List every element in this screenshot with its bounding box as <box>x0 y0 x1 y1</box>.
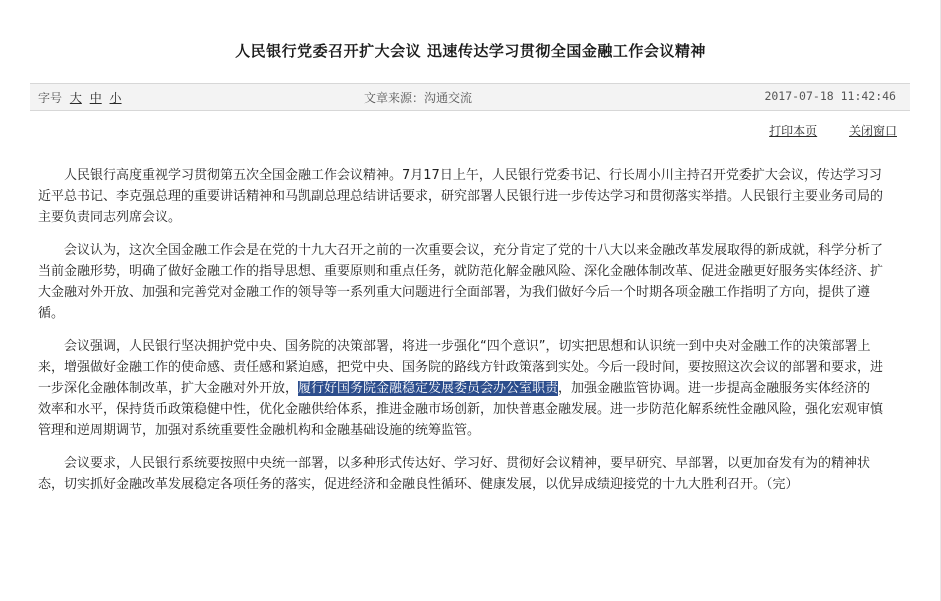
article-timestamp: 2017-07-18 11:42:46 <box>764 89 896 103</box>
article-body <box>38 165 883 507</box>
paragraph-3-before: 会议强调，人民银行坚决拥护党中央、国务院的决策部署，将进一步强化“四个意识”，切实把思想和认识统一到中央对金融工作的决策部署上来，增强做好金融工作的使命感、责任感和紧迫感，把党中央、国务院的路线方针政策落到实处。今后一段时间，要按照这次会议的部署和要求，进一步深化金融体制改革，扩大金融对外开放， <box>38 339 884 396</box>
font-size-controls <box>38 89 122 106</box>
paragraph-1: 人民银行高度重视学习贯彻第五次全国金融工作会议精神。7月17日上午，人民银行党委书记、行长周小川主持召开党委扩大会议，传达学习习近平总书记、李克强总理的重要讲话精神和马凯副总理总结讲话要求，研究部署人民银行进一步传达学习和贯彻落实举措。人民银行主要业务司局的主要负责同志列席会议。 <box>38 168 884 225</box>
article-title: 人民银行党委召开扩大会议 迅速传达学习贯彻全国金融工作会议精神 <box>235 42 706 61</box>
paragraph-4: 会议要求，人民银行系统要按照中央统一部署，以多种形式传达好、学习好、贯彻好会议精神，要早研究、早部署，以更加奋发有为的精神状态，切实抓好金融改革发展稳定各项任务的落实，促进经济和金融良性循环、健康发展，以优异成绩迎接党的十九大胜利召开。（完） <box>38 456 871 492</box>
paragraph-2: 会议认为，这次全国金融工作会是在党的十九大召开之前的一次重要会议，充分肯定了党的十八大以来金融改革发展取得的新成就，科学分析了当前金融形势，明确了做好金融工作的指导思想、重要原则和重点任务，就防范化解金融风险、深化金融体制改革、促进金融更好服务实体经济、扩大金融对外开放、加强和完善党对金融工作的领导等一系列重大问题进行全面部署，为我们做好今后一个时期各项金融工作指明了方向，提供了遵循。 <box>38 243 884 321</box>
font-size-large-link[interactable]: 大 <box>69 91 82 105</box>
paragraph-3 <box>38 336 883 441</box>
close-window-link[interactable]: 关闭窗口 <box>848 124 897 138</box>
font-size-small-link[interactable]: 小 <box>109 91 122 105</box>
paragraph-3-after: ，加强金融监管协调。进一步提高金融服务实体经济的效率和水平，保持货币政策稳健中性，优化金融供给体系，推进金融市场创新，加快普惠金融发展。进一步防范化解系统性金融风险，强化宏观审慎管理和逆周期调节，加强对系统重要性金融机构和金融基础设施的统筹监管。 <box>38 381 884 438</box>
article-meta-bar <box>30 83 910 111</box>
article-source: 文章来源：沟通交流 <box>364 91 473 105</box>
font-size-medium-link[interactable]: 中 <box>89 91 102 105</box>
print-page-link[interactable]: 打印本页 <box>769 124 818 138</box>
font-size-label: 字号 <box>38 91 63 105</box>
selected-text-highlight: 履行好国务院金融稳定发展委员会办公室职责 <box>298 381 559 396</box>
article-actions <box>741 122 897 139</box>
